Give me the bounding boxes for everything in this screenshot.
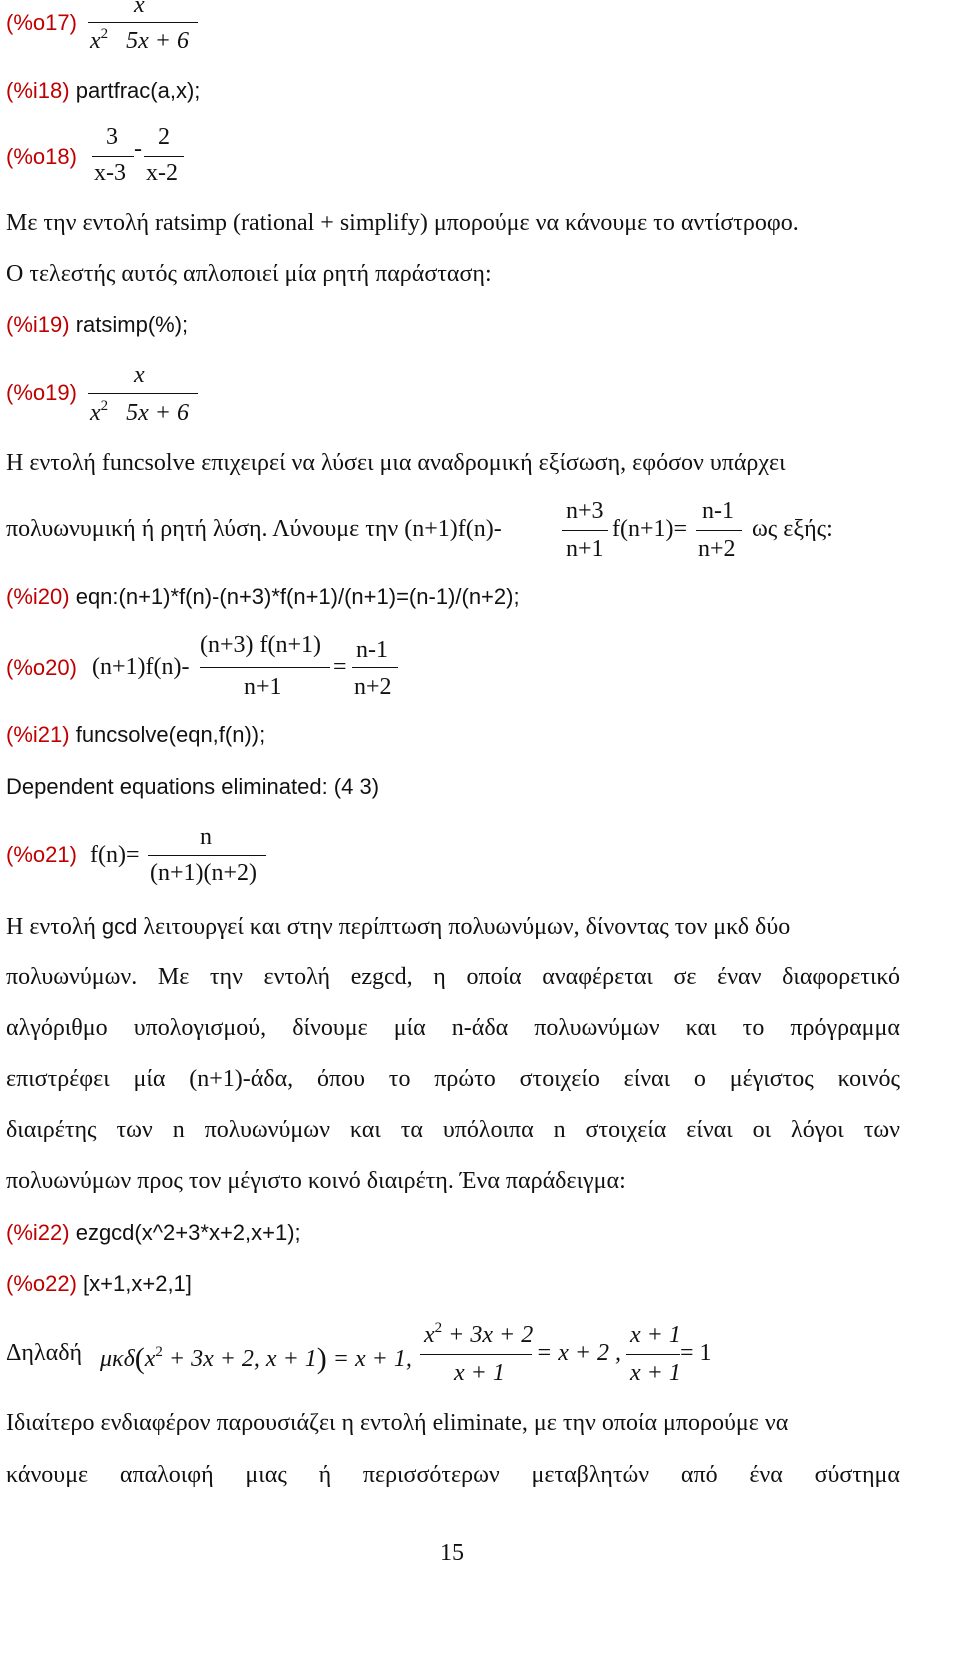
example-frac2-den: x + 1	[630, 1360, 681, 1386]
output-line-o22: (%o22) [x+1,x+2,1]	[6, 1271, 192, 1296]
o19-fraction-bar	[88, 393, 198, 394]
paragraph-gcd-line4: επιστρέφει μία (n+1)-άδα, όπου το πρώτο στοιχείο είναι ο μέγιστος κοινός	[6, 1066, 900, 1092]
inline-frac1-num: n+3	[566, 498, 604, 524]
example-frac2-num: x + 1	[630, 1322, 681, 1348]
o17-denominator: $x^2$ 5x + 6	[90, 26, 190, 54]
o17-numerator: x	[134, 0, 145, 18]
paragraph-funcsolve-line2b: ως εξής:	[752, 516, 833, 542]
o18-minus: -	[134, 136, 142, 162]
paragraph-ratsimp-line2: Ο τελεστής αυτός απλοποιεί μία ρητή παράσταση:	[6, 261, 492, 287]
paragraph-funcsolve-line1: Η εντολή funcsolve επιχειρεί να λύσει μια αναδρομική εξίσωση, εφόσον υπάρχει	[6, 450, 786, 476]
paragraph-ratsimp-line1: Με την εντολή ratsimp (rational + simplify) μπορούμε να κάνουμε το αντίστροφο.	[6, 210, 799, 236]
o21-num: n	[200, 824, 212, 850]
o21-lhs: f(n)=	[90, 842, 140, 868]
o18-num2: 2	[158, 124, 170, 150]
paragraph-gcd-line2: πολυωνύμων. Με την εντολή ezgcd, η οποία αναφέρεται σε έναν διαφορετικό	[6, 964, 900, 990]
o18-den1: x-3	[94, 160, 126, 186]
inline-frac1-den: n+1	[566, 536, 604, 562]
input-line-i21: (%i21) funcsolve(eqn,f(n));	[6, 722, 266, 747]
paragraph-gcd-line1: Η εντολή gcd λειτουργεί και στην περίπτωση πολυωνύμων, δίνοντας τον μκδ δύο	[6, 914, 791, 940]
output-label-o18: (%o18)	[6, 144, 77, 169]
output-label-o17: (%o17)	[6, 10, 77, 35]
paragraph-eliminate-line2: κάνουμε απαλοιφή μιας ή περισσότερων μεταβλητών από ένα σύστημα	[6, 1462, 900, 1488]
output-label-o21: (%o21)	[6, 842, 77, 867]
input-line-i20: (%i20) eqn:(n+1)*f(n)-(n+3)*f(n+1)/(n+1)=(n-1)/(n+2);	[6, 584, 520, 609]
inline-frac2-bar	[696, 530, 742, 531]
example-frac1-bar	[420, 1354, 532, 1355]
o18-bar2	[144, 156, 184, 157]
o20-lhs: (n+1)f(n)-	[92, 654, 190, 680]
paragraph-eliminate-line1: Ιδιαίτερο ενδιαφέρον παρουσιάζει η εντολή eliminate, με την οποία μπορούμε να	[6, 1410, 789, 1436]
dependent-equations-message: Dependent equations eliminated: (4 3)	[6, 774, 380, 799]
o18-num1: 3	[106, 124, 118, 150]
o20-num2: n-1	[356, 637, 388, 663]
inline-frac2-den: n+2	[698, 536, 736, 562]
example-frac2-bar	[626, 1354, 680, 1355]
paragraph-gcd-line6: πολυωνύμων προς τον μέγιστο κοινό διαιρέτη. Ένα παράδειγμα:	[6, 1168, 626, 1194]
inline-mid: f(n+1)=	[612, 516, 688, 542]
page-number: 15	[440, 1540, 464, 1566]
example-frac2-result: = 1	[680, 1340, 712, 1366]
inline-frac2-num: n-1	[702, 498, 734, 524]
o17-fraction-bar	[88, 22, 198, 23]
o20-bar1	[200, 667, 330, 668]
o18-den2: x-2	[146, 160, 178, 186]
output-label-o20: (%o20)	[6, 655, 77, 680]
o19-denominator: $x^2$ 5x + 6	[90, 398, 190, 426]
example-frac1-result: = x + 2 ,	[536, 1340, 622, 1366]
paragraph-funcsolve-line2a: πολυωνυμική ή ρητή λύση. Λύνουμε την (n+1)f(n)-	[6, 516, 502, 542]
example-frac1-den: x + 1	[454, 1360, 505, 1386]
paragraph-gcd-line3: αλγόριθμο υπολογισμού, δίνουμε μία n-άδα πολυωνύμων και το πρόγραμμα	[6, 1015, 900, 1041]
inline-frac1-bar	[562, 530, 608, 531]
output-label-o19: (%o19)	[6, 380, 77, 405]
example-prefix: Δηλαδή	[6, 1340, 83, 1366]
o18-bar1	[92, 156, 134, 157]
o19-numerator: x	[134, 362, 145, 388]
paragraph-gcd-line5: διαιρέτης των n πολυωνύμων και τα υπόλοιπα n στοιχεία είναι οι λόγοι των	[6, 1117, 900, 1143]
o20-den1: n+1	[244, 674, 282, 700]
o20-den2: n+2	[354, 674, 392, 700]
input-line-i22: (%i22) ezgcd(x^2+3*x+2,x+1);	[6, 1220, 301, 1245]
o20-bar2	[352, 667, 398, 668]
example-frac1-num: $x^2 + 3x + 2$	[424, 1320, 534, 1348]
o21-bar	[148, 855, 266, 856]
input-line-i19: (%i19) ratsimp(%);	[6, 312, 189, 337]
example-gcd-expression: $\mu\kappa\delta(x^2 + 3x + 2$, x + 1) = x + 1,	[100, 1342, 412, 1375]
input-line-i18: (%i18) partfrac(a,x);	[6, 78, 201, 103]
o20-eq: =	[333, 654, 347, 680]
o21-den: (n+1)(n+2)	[150, 860, 258, 886]
o20-num1: (n+3) f(n+1)	[200, 632, 322, 658]
